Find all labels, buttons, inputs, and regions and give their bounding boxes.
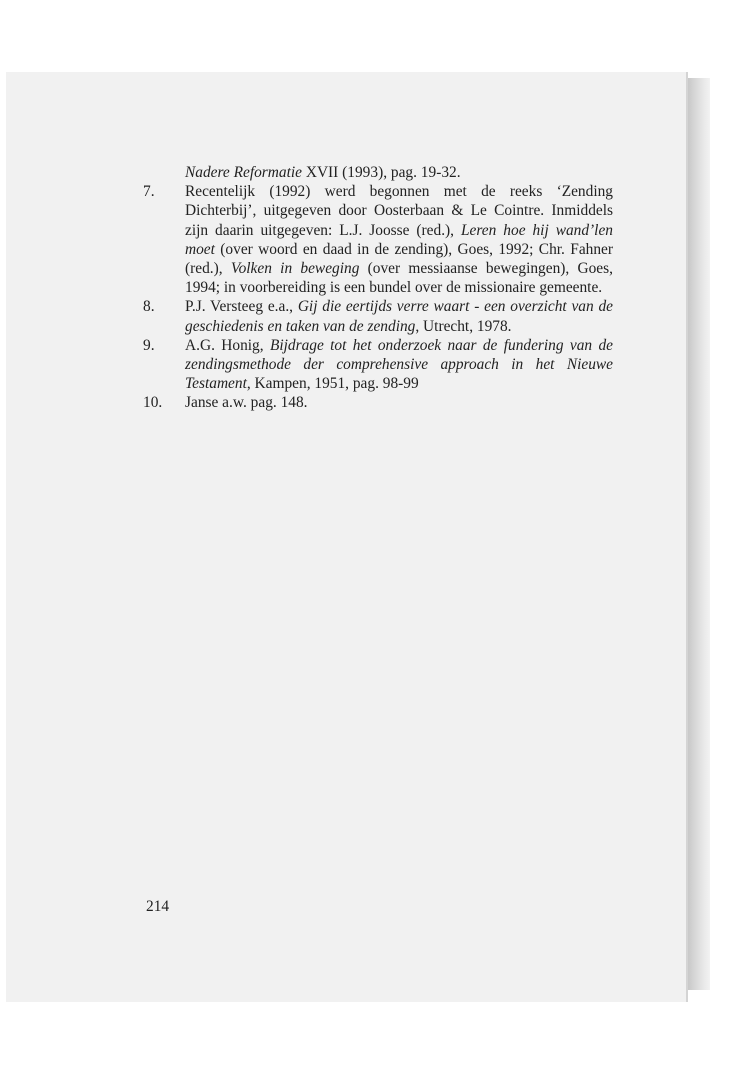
endnote-number: 10. — [143, 394, 163, 412]
endnote — [143, 393, 613, 412]
endnote-number: 7. — [143, 183, 155, 201]
italic-title: Nadere Reformatie — [185, 164, 302, 181]
endnote-text — [185, 336, 613, 394]
endnote — [143, 336, 613, 394]
endnote-number — [143, 163, 185, 182]
italic-title: Volken in beweging — [230, 260, 360, 278]
endnote-number: 9. — [143, 336, 155, 354]
italic-title: Gij die eertijds verre waart - een overzicht van de geschiedenis en taken van de zending — [185, 298, 613, 335]
italic-title: Bijdrage tot het onderzoek naar de fundering van de zendingsmethode der comprehensive approach in het Nieuwe Testament — [185, 336, 613, 393]
text-run: Janse a.w. pag. 148. — [185, 394, 308, 412]
text-run: , Kampen, 1951, pag. 98-99 — [246, 375, 419, 393]
text-run: XVII (1993), pag. 19-32. — [301, 164, 461, 181]
endnote-text — [185, 182, 613, 297]
endnote — [143, 163, 613, 182]
text-run: P.J. Versteeg e.a., — [185, 298, 298, 316]
endnote — [143, 297, 613, 335]
text-run: , Utrecht, 1978. — [415, 317, 512, 335]
endnote-number: 8. — [143, 298, 155, 316]
endnote-text — [185, 297, 613, 335]
text-run: (over messiaanse bewegingen), Goes, 1994; in voorbereiding is een bundel over de missionaire gemeente. — [185, 260, 613, 297]
text-run: A.G. Honig, — [185, 336, 270, 354]
endnote-text — [185, 163, 613, 182]
italic-title: Leren hoe hij wand’len moet — [185, 221, 613, 258]
text-run: (over woord en daad in de zending), Goes, 1992; Chr. Fahner (red.), — [185, 240, 613, 278]
endnote-text — [185, 393, 613, 412]
text-run: Recentelijk (1992) werd begonnen met de reeks ‘Zending Dichterbij’, uitgegeven door Oosterbaan & Le Cointre. Inmiddels zijn daarin uitgegeven: L.J. Joosse (red.), — [185, 183, 613, 239]
stacked-page-edges — [688, 78, 710, 990]
endnotes-list — [143, 163, 613, 413]
endnote — [143, 182, 613, 297]
page-number: 214 — [146, 898, 170, 915]
